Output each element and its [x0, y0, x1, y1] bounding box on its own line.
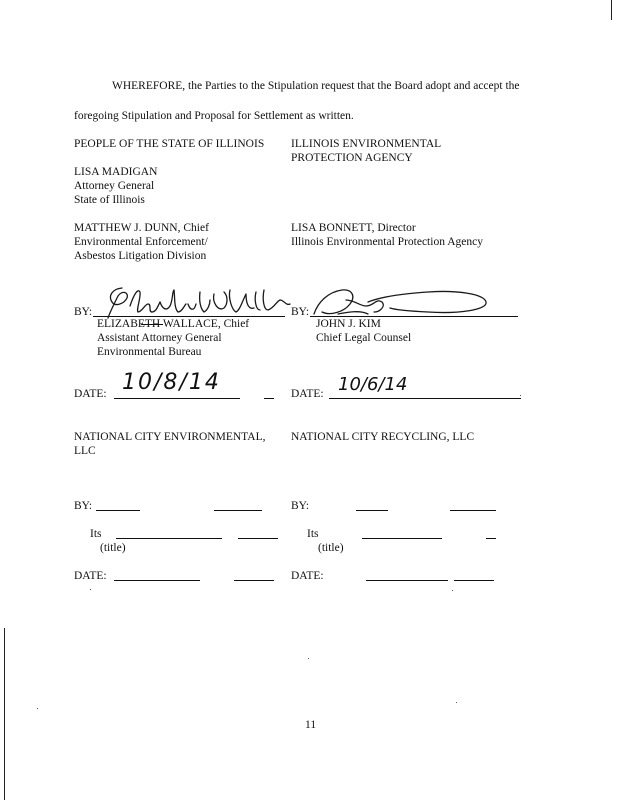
lower-left-date-line — [114, 580, 200, 581]
left-signer-title-2: Environmental Bureau — [97, 346, 202, 358]
lower-left-by-line — [96, 510, 140, 511]
left-date-value: 10/8/14 — [122, 370, 221, 395]
scan-speck — [308, 658, 309, 659]
lower-left-its-line-2 — [238, 538, 278, 539]
scan-speck — [520, 395, 521, 396]
lower-left-company-line-1: NATIONAL CITY ENVIRONMENTAL, — [74, 431, 266, 443]
right-signer-name: JOHN J. KIM — [316, 318, 381, 330]
left-division-line-1: Environmental Enforcement/ — [74, 236, 208, 248]
right-signer-title: Chief Legal Counsel — [316, 332, 412, 344]
lower-right-company: NATIONAL CITY RECYCLING, LLC — [291, 431, 475, 443]
lower-right-by-line-2 — [450, 510, 496, 511]
right-director-name: LISA BONNETT, Director — [291, 222, 416, 234]
scan-edge-top-right — [611, 0, 612, 20]
right-date-label: DATE: — [291, 388, 324, 400]
lower-right-date-line — [366, 580, 448, 581]
lower-right-its-label: Its — [307, 528, 319, 540]
lower-left-company-line-2: LLC — [74, 445, 96, 457]
right-date-value: 10/6/14 — [338, 374, 408, 395]
right-party-heading-line-1: ILLINOIS ENVIRONMENTAL — [291, 138, 442, 150]
lower-left-by-label: BY: — [74, 500, 93, 512]
scan-speck — [456, 702, 457, 703]
lower-right-title-hint: (title) — [318, 542, 344, 554]
right-by-label: BY: — [291, 306, 310, 318]
lower-left-by-line-2 — [214, 510, 262, 511]
right-date-line — [329, 398, 521, 399]
lower-right-its-line-2 — [486, 538, 496, 539]
left-division-line-2: Asbestos Litigation Division — [74, 250, 207, 262]
page-number: 11 — [305, 719, 317, 731]
lower-left-its-line — [116, 538, 222, 539]
lower-right-its-line — [362, 538, 442, 539]
left-signer-name: ELIZABETH WALLACE, Chief — [97, 318, 250, 330]
lower-right-date-line-2 — [454, 580, 494, 581]
left-date-label: DATE: — [74, 388, 107, 400]
left-party-heading: PEOPLE OF THE STATE OF ILLINOIS — [74, 138, 265, 150]
left-official-state: State of Illinois — [74, 194, 145, 206]
scan-speck — [37, 708, 38, 709]
scan-speck — [452, 590, 453, 591]
left-date-line-tail — [264, 398, 274, 399]
closing-paragraph-line-2: foregoing Stipulation and Proposal for Settlement as written. — [74, 110, 354, 122]
left-date-line — [114, 398, 240, 399]
lower-left-date-line-2 — [234, 580, 274, 581]
right-party-heading-line-2: PROTECTION AGENCY — [291, 152, 413, 164]
lower-right-date-label: DATE: — [291, 570, 324, 582]
left-signer-title-1: Assistant Attorney General — [97, 332, 222, 344]
right-director-agency: Illinois Environmental Protection Agency — [291, 236, 483, 248]
left-signer-name-strike — [141, 324, 163, 325]
lower-right-by-line — [356, 510, 388, 511]
lower-left-its-label: Its — [90, 528, 102, 540]
lower-left-title-hint: (title) — [100, 542, 126, 554]
left-by-label: BY: — [74, 306, 93, 318]
left-official-name: LISA MADIGAN — [74, 166, 158, 178]
closing-paragraph-line-1: WHEREFORE, the Parties to the Stipulation request that the Board adopt and accept the — [112, 80, 520, 92]
scan-edge-bottom-left — [4, 628, 5, 800]
scan-speck — [90, 589, 91, 590]
left-official-title: Attorney General — [74, 180, 155, 192]
left-division-chief: MATTHEW J. DUNN, Chief — [74, 222, 209, 234]
lower-right-by-label: BY: — [291, 500, 310, 512]
lower-left-date-label: DATE: — [74, 570, 107, 582]
